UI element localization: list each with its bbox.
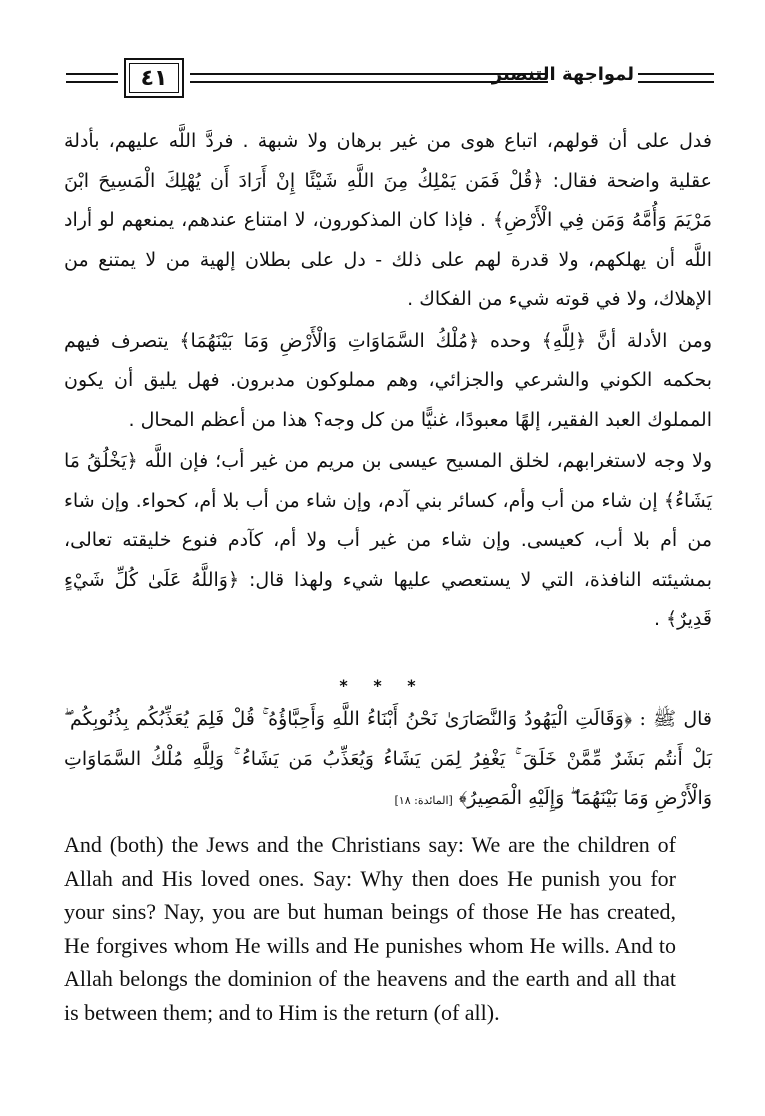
verse-intro: قال ﷺ : — [639, 708, 713, 730]
header-rule-left — [66, 73, 118, 83]
page-number-box — [124, 58, 184, 98]
translation-line: is between them; and to Him is the return (of all). — [64, 999, 500, 1025]
translation-line: your sins? Nay, you are but human beings of those He has created, — [64, 899, 676, 925]
arabic-paragraph-3: ولا وجه لاستغرابهم، لخلق المسيح عيسى بن مريم من غير أب؛ فإن اللَّه ﴿يَخْلُقُ مَا يَشَاءُ﴾ إن شاء من أب وأم، كسائر بني آدم، وإن شاء من أب بلا أم، كحواء. وإن شاء من أم بلا أب، كعيسى. وإن شاء من غير أب ولا أم، كآدم فنوع خليقته تعالى، بمشيئته النافذة، التي لا يستعصي عليها شيء ولهذا قال: ﴿وَاللَّهُ عَلَىٰ كُلِّ شَيْءٍ قَدِيرٌ﴾ . — [64, 450, 712, 630]
running-title: لمواجهة التنصير — [491, 64, 634, 85]
translation-line: Allah belongs the dominion of the heavens and the earth and all that — [64, 966, 676, 992]
translation-line: And (both) the Jews and the Christians say: We are the children of — [64, 832, 676, 857]
verse-reference: [المائدة: ١٨] — [394, 794, 453, 807]
quran-verse-block — [64, 700, 712, 821]
verse-text: ﴿وَقَالَتِ الْيَهُودُ وَالنَّصَارَىٰ نَحْنُ أَبْنَاءُ اللَّهِ وَأَحِبَّاؤُهُ ۚ قُلْ فَلِمَ يُعَذِّبُكُم بِذُنُوبِكُم ۖ بَلْ أَنتُم بَشَرٌ مِّمَّنْ خَلَقَ ۚ يَغْفِرُ لِمَن يَشَاءُ وَيُعَذِّبُ مَن يَشَاءُ ۚ وَلِلَّهِ مُلْكُ السَّمَاوَاتِ وَالْأَرْضِ وَمَا بَيْنَهُمَا ۖ وَإِلَيْهِ الْمَصِيرُ﴾ — [64, 708, 712, 809]
page-number: ٤١ — [140, 65, 168, 91]
arabic-paragraph-2: ومن الأدلة أنَّ ﴿لِلَّهِ﴾ وحده ﴿مُلْكُ السَّمَاوَاتِ وَالْأَرْضِ وَمَا بَيْنَهُمَا﴾ يتصرف فيهم بحكمه الكوني والشرعي والجزائي، وهم مملوكون مدبرون. فهل يليق أن يكون المملوك العبد الفقير، إلهًا معبودًا، غنيًّا من كل وجه؟ هذا من أعظم المحال . — [64, 329, 712, 431]
header-rule-right — [638, 73, 714, 83]
page-header — [66, 58, 714, 102]
section-separator: * * * — [339, 676, 426, 695]
english-translation — [64, 828, 676, 1030]
arabic-commentary — [64, 122, 712, 640]
translation-line: He forgives whom He wills and He punishes whom He wills. And to — [64, 932, 676, 958]
quran-verse — [64, 700, 712, 821]
translation-line: Allah and His loved ones. Say: Why then does He punish you for — [64, 865, 676, 891]
arabic-paragraph-1: فدل على أن قولهم، اتباع هوى من غير برهان ولا شبهة . فردَّ اللَّه عليهم، بأدلة عقلية واضحة فقال: ﴿قُلْ فَمَن يَمْلِكُ مِنَ اللَّهِ شَيْئًا إِنْ أَرَادَ أَن يُهْلِكَ الْمَسِيحَ ابْنَ مَرْيَمَ وَأُمَّهُ وَمَن فِي الْأَرْضِ﴾ . فإذا كان المذكورون، لا امتناع عندهم، يمنعهم لو أراد اللَّه أن يهلكهم، ولا قدرة لهم على ذلك - دل على بطلان إلهية من لا يمتنع من الإهلاك، ولا في قوته شيء من الفكاك . — [64, 130, 712, 310]
